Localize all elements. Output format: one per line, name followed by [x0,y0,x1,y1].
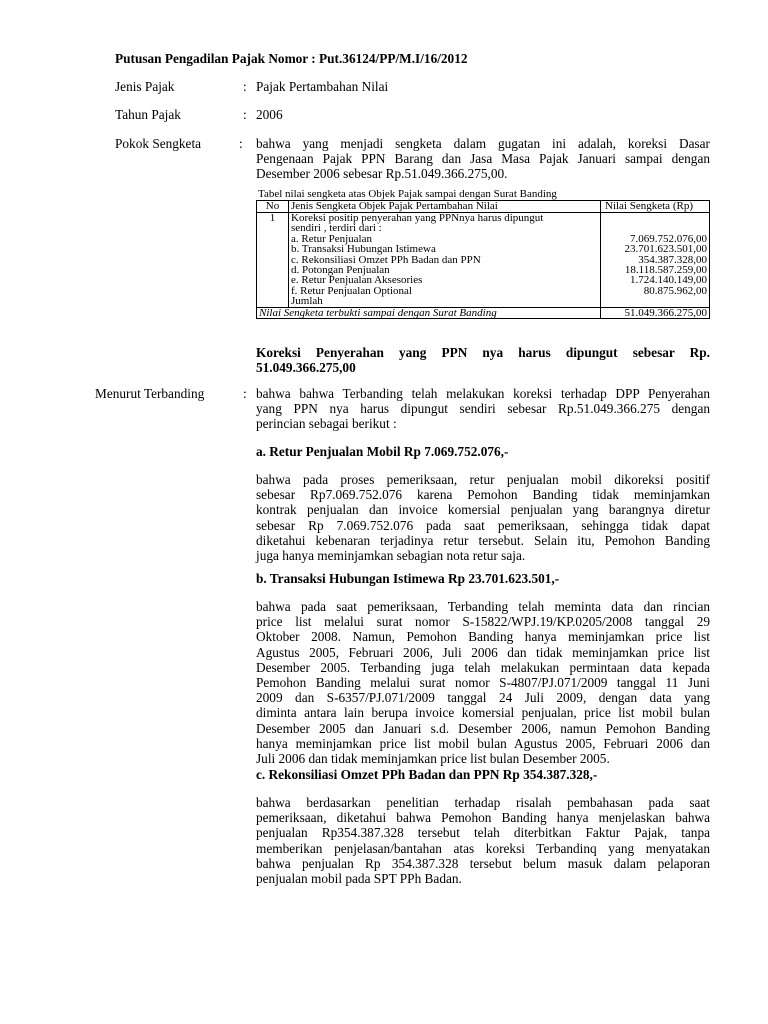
table-item-value [603,296,707,306]
table-footer-row [257,307,710,318]
text-line: Agustus 2005, Februari 2006, Juli 2006 dan tidak meminjamkan price list [256,644,710,660]
text-line: bahwa bahwa Terbanding telah melakukan koreksi terhadap DPP Penyerahan [256,386,710,401]
koreksi-heading [256,345,710,375]
text-line: 51.049.366.275,00 [256,360,356,376]
field-label-tahun-pajak: Tahun Pajak [115,107,181,122]
field-value-tahun-pajak: 2006 [256,107,283,122]
table-item-value: 23.701.623.501,00 [624,243,707,256]
section-heading-b: b. Transaksi Hubungan Istimewa Rp 23.701.623.501,- [256,571,560,586]
table-row [257,213,710,308]
text-line: penjualan Rp354.387.328 tersebut telah diterbitkan Faktur Pajak, tanpa [256,825,710,841]
table-item-value: 1.724.140.149,00 [630,274,707,287]
table-item-value: 354.387.328,00 [638,253,707,266]
text-line: Koreksi Penyerahan yang PPN nya harus dipungut sebesar Rp. [256,345,710,360]
text-line: penjualan mobil pada SPT PPh Badan. [256,871,462,887]
table-item-label: c. Rekonsiliasi Omzet PPh Badan dan PPN [291,253,481,266]
text-line: memberikan penjelasan/bantahan atas koreksi Terbandinq yang menyatakan [256,840,710,856]
field-label-jenis-pajak: Jenis Pajak [115,79,175,94]
text-line: kontrak penjualan dan invoice komersial penjualan yang barangnya diretur [256,502,710,518]
table-item-label: Jumlah [291,295,323,308]
text-line: bahwa pada proses pemeriksaan, retur penjualan mobil dikoreksi positif [256,472,710,487]
text-line: diketahui kebenaran terjadinya retur tersebut. Selain itu, Pemohon Banding [256,532,710,548]
table-item-value: 80.875.962,00 [643,284,707,297]
field-colon: : [239,136,243,151]
table-cell-nilai [601,213,710,308]
section-body-a [256,472,710,563]
table-header-no: No [257,201,289,213]
table-caption: Tabel nilai sengketa atas Objek Pajak sampai dengan Surat Banding [258,188,557,200]
text-line: Juli 2006 dan tidak meminjamkan price list bulan Desember 2005. [256,751,610,767]
section-heading-c: c. Rekonsiliasi Omzet PPh Badan dan PPN Rp 354.387.328,- [256,767,598,782]
table-item-label: b. Transaksi Hubungan Istimewa [291,243,436,256]
text-line: sebesar Rp7.069.752.076 karena Pemohon Banding tidak meminjamkan [256,487,710,503]
table-header-nilai: Nilai Sengketa (Rp) [601,201,710,213]
table-item-label: e. Retur Penjualan Aksesories [291,274,423,287]
table-header-jenis: Jenis Sengketa Objek Pajak Pertambahan Nilai [289,201,601,213]
field-label-menurut-terbanding: Menurut Terbanding [95,386,205,401]
sengketa-table [256,200,710,319]
field-label-pokok-sengketa: Pokok Sengketa [115,136,202,151]
table-footer-label: Nilai Sengketa terbukti sampai dengan Surat Banding [257,307,601,318]
table-item-value: 7.069.752.076,00 [630,232,707,245]
table-header-row [257,201,710,213]
text-line: perincian sebagai berikut : [256,416,397,432]
text-line: sebesar Rp 7.069.752.076 pada saat pemeriksaan, sehingga tidak dapat [256,517,710,533]
text-line: Pemohon Banding melalui surat nomor S-4807/PJ.071/2009 tanggal 11 Juni [256,675,710,691]
table-intro-line: sendiri , terdiri dari : [291,222,382,235]
table-cell-jenis [289,213,601,308]
text-line: 2009 dan S-6357/PJ.071/2009 tanggal 24 Juli 2009, dengan data yang [256,690,710,706]
table-item-label: a. Retur Penjualan [291,232,372,245]
section-heading-a: a. Retur Penjualan Mobil Rp 7.069.752.076,- [256,444,509,459]
field-colon: : [243,386,247,401]
table-footer-value: 51.049.366.275,00 [601,307,710,318]
field-colon: : [243,107,247,122]
text-line: Desember 2005. Terbanding juga telah melakukan permintaan data kepada [256,659,710,675]
text-line: Pengenaan Pajak PPN Barang dan Jasa Masa Pajak Januari sampai dengan [256,151,710,167]
field-colon: : [243,79,247,94]
text-line: yang PPN nya harus dipungut sendiri sebesar Rp.51.049.366.275 dengan [256,401,710,417]
table-item-value: 18.118.587.259,00 [624,264,707,277]
text-line: bahwa pada saat pemeriksaan, Terbanding telah meminta data dan rincian [256,599,710,614]
section-body-b [256,599,710,766]
section-body-c [256,795,710,886]
field-value-jenis-pajak: Pajak Pertambahan Nilai [256,79,389,94]
pokok-sengketa-text [256,136,710,182]
text-line: bahwa penjualan Rp 354.387.328 tersebut belum masuk dalam pelaporan [256,855,710,871]
table-item-label: d. Potongan Penjualan [291,264,390,277]
text-line: bahwa yang menjadi sengketa dalam gugatan ini adalah, koreksi Dasar [256,136,710,151]
text-line: pemeriksaan, diketahui bahwa Pemohon Banding hanya menjelaskan bahwa [256,810,710,826]
text-line: Desember 2005 dan Januari s.d. Desember 2006, namun Pemohon Banding [256,720,710,736]
text-line: diminta antara lain berupa invoice komersial penjualan, price list mobil bulan [256,705,710,721]
text-line: juga hanya meminjamkan sebagian nota retur saja. [256,548,526,564]
text-line: Desember 2006 sebesar Rp.51.049.366.275,00. [256,166,508,182]
text-line: Oktober 2008. Namun, Pemohon Banding hanya meminjamkan price list [256,629,710,645]
table-item-label: f. Retur Penjualan Optional [291,284,412,297]
table-intro-line: Koreksi positip penyerahan yang PPNnya harus dipungut [291,212,544,224]
text-line: bahwa berdasarkan penelitian terhadap risalah pembahasan pada saat [256,795,710,810]
terbanding-text [256,386,710,432]
document-title: Putusan Pengadilan Pajak Nomor : Put.36124/PP/M.I/16/2012 [115,51,468,66]
text-line: hanya meminjamkan price list mobil bulan Agustus 2005, Februari 2006 dan [256,735,710,751]
table-cell-no: 1 [257,213,289,308]
text-line: price list melalui surat nomor S-15822/WPJ.19/KP.0205/2008 tanggal 29 [256,614,710,630]
